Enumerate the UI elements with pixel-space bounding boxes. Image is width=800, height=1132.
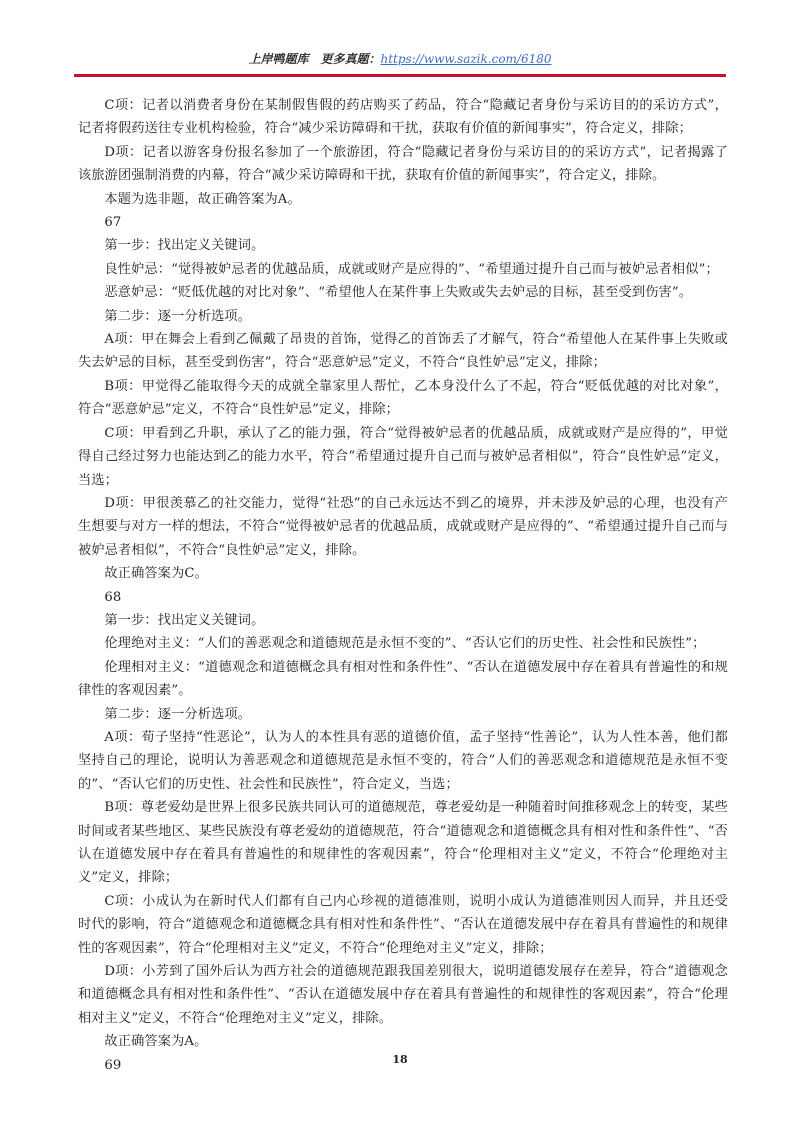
paragraph: B项：甲觉得乙能取得今天的成就全靠家里人帮忙，乙本身没什么了不起，符合“贬低优越的对比对象”，符合“恶意妒忌”定义，不符合“良性妒忌”定义，排除；	[78, 378, 728, 418]
more-label: 更多真题：	[320, 52, 381, 66]
paragraph: 伦理绝对主义：“人们的善恶观念和道德规范是永恒不变的”、“否认它们的历史性、社会性和民族性”；	[104, 636, 706, 652]
answer-line: 故正确答案为C。	[104, 566, 208, 582]
paragraph: D项：甲很羡慕乙的社交能力，觉得“社恐”的自己永远达不到乙的境界，并未涉及妒忌的心理，也没有产生想要与对方一样的想法，不符合“觉得被妒忌者的优越品质，成就或财产是应得的”、“希望通过提升自己而与被妒忌者相似”，不符合“良性妒忌”定义，排除。	[78, 495, 728, 558]
paragraph: 恶意妒忌：“贬低优越的对比对象”、“希望他人在某件事上失败或失去妒忌的目标，甚至受到伤害”。	[104, 285, 693, 301]
paragraph: C项：记者以消费者身份在某制假售假的药店购买了药品，符合“隐藏记者身份与采访目的的采访方式”，记者将假药送往专业机构检验，符合“减少采访障碍和干扰，获取有价值的新闻事实”，符合定义，排除；	[78, 98, 728, 137]
paragraph: 良性妒忌：“觉得被妒忌者的优越品质，成就或财产是应得的”、“希望通过提升自己而与被妒忌者相似”；	[104, 261, 719, 277]
paragraph: D项：小芳到了国外后认为西方社会的道德规范跟我国差别很大，说明道德发展存在差异，符合“道德观念和道德概念具有相对性和条件性”、“否认在道德发展中存在着具有普遍性的和规律性的客观因素”，符合“伦理相对主义”定义，不符合“伦理绝对主义”定义，排除。	[78, 964, 728, 1026]
paragraph: A项：荀子坚持“性恶论”，认为人的本性具有恶的道德价值，孟子坚持“性善论”，认为人性本善，他们都坚持自己的理论，说明认为善恶观念和道德规范是永恒不变的，符合“人们的善恶观念和道德规范是永恒不变的”、“否认它们的历史性、社会性和民族性”，符合定义，当选；	[78, 729, 728, 792]
answer-line: 本题为选非题，故正确答案为A。	[104, 191, 301, 207]
site-name: 上岸鸭题库	[248, 52, 309, 66]
question-number: 67	[104, 215, 122, 231]
paragraph: A项：甲在舞会上看到乙佩戴了昂贵的首饰，觉得乙的首饰丢了才解气，符合“希望他人在某件事上失败或失去妒忌的目标，甚至受到伤害”，符合“恶意妒忌”定义，不符合“良性妒忌”定义，排除；	[78, 332, 728, 371]
step-heading: 第二步：逐一分析选项。	[104, 706, 252, 722]
step-heading: 第一步：找出定义关键词。	[104, 238, 265, 254]
answer-line: 故正确答案为A。	[104, 1034, 208, 1050]
question-number: 68	[104, 589, 122, 605]
step-heading: 第一步：找出定义关键词。	[104, 612, 265, 628]
paragraph: C项：小成认为在新时代人们都有自己内心珍视的道德准则，说明小成认为道德准则因人而异，并且还受时代的影响，符合“道德观念和道德概念具有相对性和条件性”、“否认在道德发展中存在着具有普遍性的和规律性的客观因素”，符合“伦理相对主义”定义，不符合“伦理绝对主义”定义，排除；	[78, 893, 728, 956]
paragraph: B项：尊老爱幼是世界上很多民族共同认可的道德规范，尊老爱幼是一种随着时间推移观念上的转变，某些时间或者某些地区、某些民族没有尊老爱幼的道德规范，符合“道德观念和道德概念具有相对性和条件性”、“否认在道德发展中存在着具有普遍性的和规律性的客观因素”，符合“伦理相对主义”定义，不符合“伦理绝对主义”定义，排除；	[78, 800, 728, 886]
step-heading: 第二步：逐一分析选项。	[104, 308, 252, 324]
page-header	[74, 50, 726, 76]
document-body	[78, 94, 728, 1077]
source-link[interactable]: https://www.sazik.com/6180	[380, 52, 552, 66]
paragraph: D项：记者以游客身份报名参加了一个旅游团，符合“隐藏记者身份与采访目的的采访方式”，记者揭露了该旅游团强制消费的内幕，符合“减少采访障碍和干扰，获取有价值的新闻事实”，符合定义，排除。	[78, 144, 728, 184]
paragraph: C项：甲看到乙升职，承认了乙的能力强，符合“觉得被妒忌者的优越品质，成就或财产是应得的”，甲觉得自己经过努力也能达到乙的能力水平，符合“希望通过提升自己而与被妒忌者相似”，符合“良性妒忌”定义，当选；	[78, 425, 728, 488]
header-divider	[74, 74, 726, 77]
question-number: 69	[104, 1057, 122, 1073]
page-number: 18	[392, 1053, 408, 1066]
paragraph: 伦理相对主义：“道德观念和道德概念具有相对性和条件性”、“否认在道德发展中存在着具有普遍性的和规律性的客观因素”。	[78, 659, 728, 699]
